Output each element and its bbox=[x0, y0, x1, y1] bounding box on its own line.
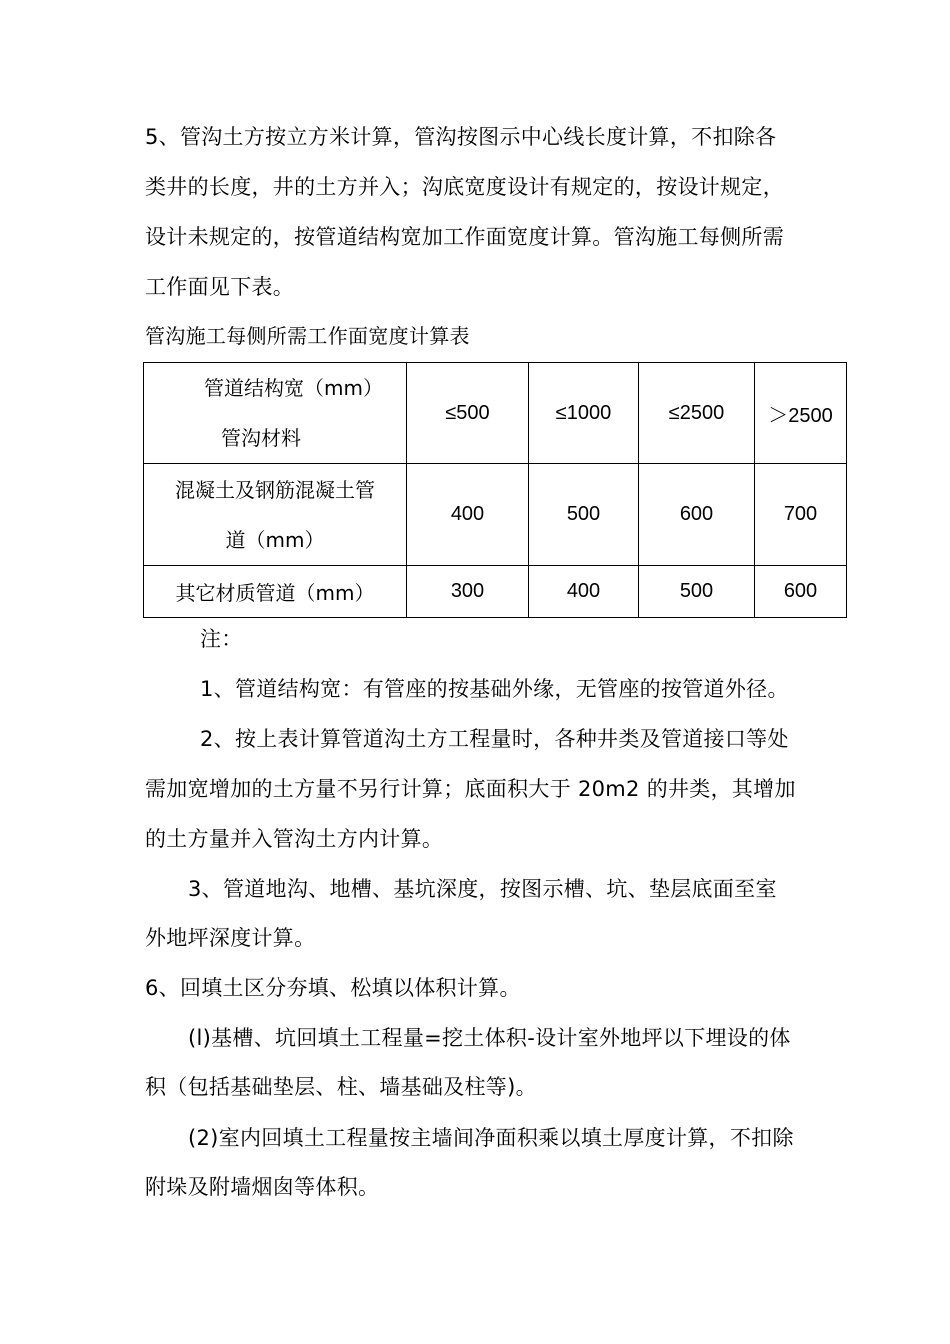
note-3-line-2: 外地坪深度计算。 bbox=[145, 926, 316, 950]
row-label-line-1: 其它材质管道（mm） bbox=[175, 581, 375, 605]
note-2-line-1: 2、按上表计算管道沟土方工程量时，各种井类及管道接口等处 bbox=[200, 727, 789, 751]
table-cell: 500 bbox=[529, 464, 639, 566]
section-6-item-1-line-1: (l)基槽、坑回填土工程量=挖土体积-设计室外地坪以下埋设的体 bbox=[188, 1026, 791, 1050]
workface-width-table bbox=[143, 362, 847, 618]
table-title: 管沟施工每侧所需工作面宽度计算表 bbox=[145, 324, 470, 348]
section-6-item-1-line-2: 积（包括基础垫层、柱、墙基础及柱等)。 bbox=[145, 1075, 537, 1099]
section-6-heading: 6、回填土区分夯填、松填以体积计算。 bbox=[145, 976, 521, 1000]
table-row bbox=[144, 464, 847, 566]
section-6-item-2-line-2: 附垛及附墙烟囱等体积。 bbox=[145, 1175, 380, 1199]
paragraph-5-line-4: 工作面见下表。 bbox=[145, 275, 295, 299]
table-header-row bbox=[144, 363, 847, 464]
table-cell: 600 bbox=[639, 464, 755, 566]
column-header: ≤2500 bbox=[639, 363, 755, 464]
table-cell: 700 bbox=[755, 464, 847, 566]
row-label-line-2: 道（mm） bbox=[225, 527, 325, 552]
note-3-line-1: 3、管道地沟、地槽、基坑深度，按图示槽、坑、垫层底面至室 bbox=[188, 877, 777, 901]
row-label-line-1: 混凝土及钢筋混凝土管 bbox=[175, 477, 375, 502]
header-label-top: 管道结构宽（mm） bbox=[204, 376, 383, 400]
paragraph-5-line-1: 5、管沟土方按立方米计算，管沟按图示中心线长度计算，不扣除各 bbox=[145, 125, 777, 149]
table-row bbox=[144, 566, 847, 618]
table-cell: 400 bbox=[407, 464, 529, 566]
header-label-bottom: 管沟材料 bbox=[221, 426, 301, 450]
paragraph-5-line-3: 设计未规定的，按管道结构宽加工作面宽度计算。管沟施工每侧所需 bbox=[145, 225, 784, 249]
column-header: ＞2500 bbox=[755, 363, 847, 464]
table-cell: 600 bbox=[755, 566, 847, 618]
table-cell: 300 bbox=[407, 566, 529, 618]
paragraph-5-line-2: 类井的长度，井的土方并入；沟底宽度设计有规定的，按设计规定， bbox=[145, 175, 784, 199]
row-label-cell bbox=[144, 464, 407, 566]
table-header-label-cell bbox=[144, 363, 407, 464]
section-6-item-2-line-1: (2)室内回填土工程量按主墙间净面积乘以填土厚度计算，不扣除 bbox=[188, 1126, 794, 1150]
notes-title: 注： bbox=[200, 627, 243, 651]
note-1: 1、管道结构宽：有管座的按基础外缘，无管座的按管道外径。 bbox=[200, 677, 789, 701]
table-cell: 400 bbox=[529, 566, 639, 618]
column-header: ≤500 bbox=[407, 363, 529, 464]
note-2-line-3: 的土方量并入管沟土方内计算。 bbox=[145, 827, 444, 851]
table-cell: 500 bbox=[639, 566, 755, 618]
note-2-line-2: 需加宽增加的土方量不另行计算；底面积大于 20m2 的井类，其增加 bbox=[145, 777, 796, 801]
row-label-cell bbox=[144, 566, 407, 618]
column-header: ≤1000 bbox=[529, 363, 639, 464]
